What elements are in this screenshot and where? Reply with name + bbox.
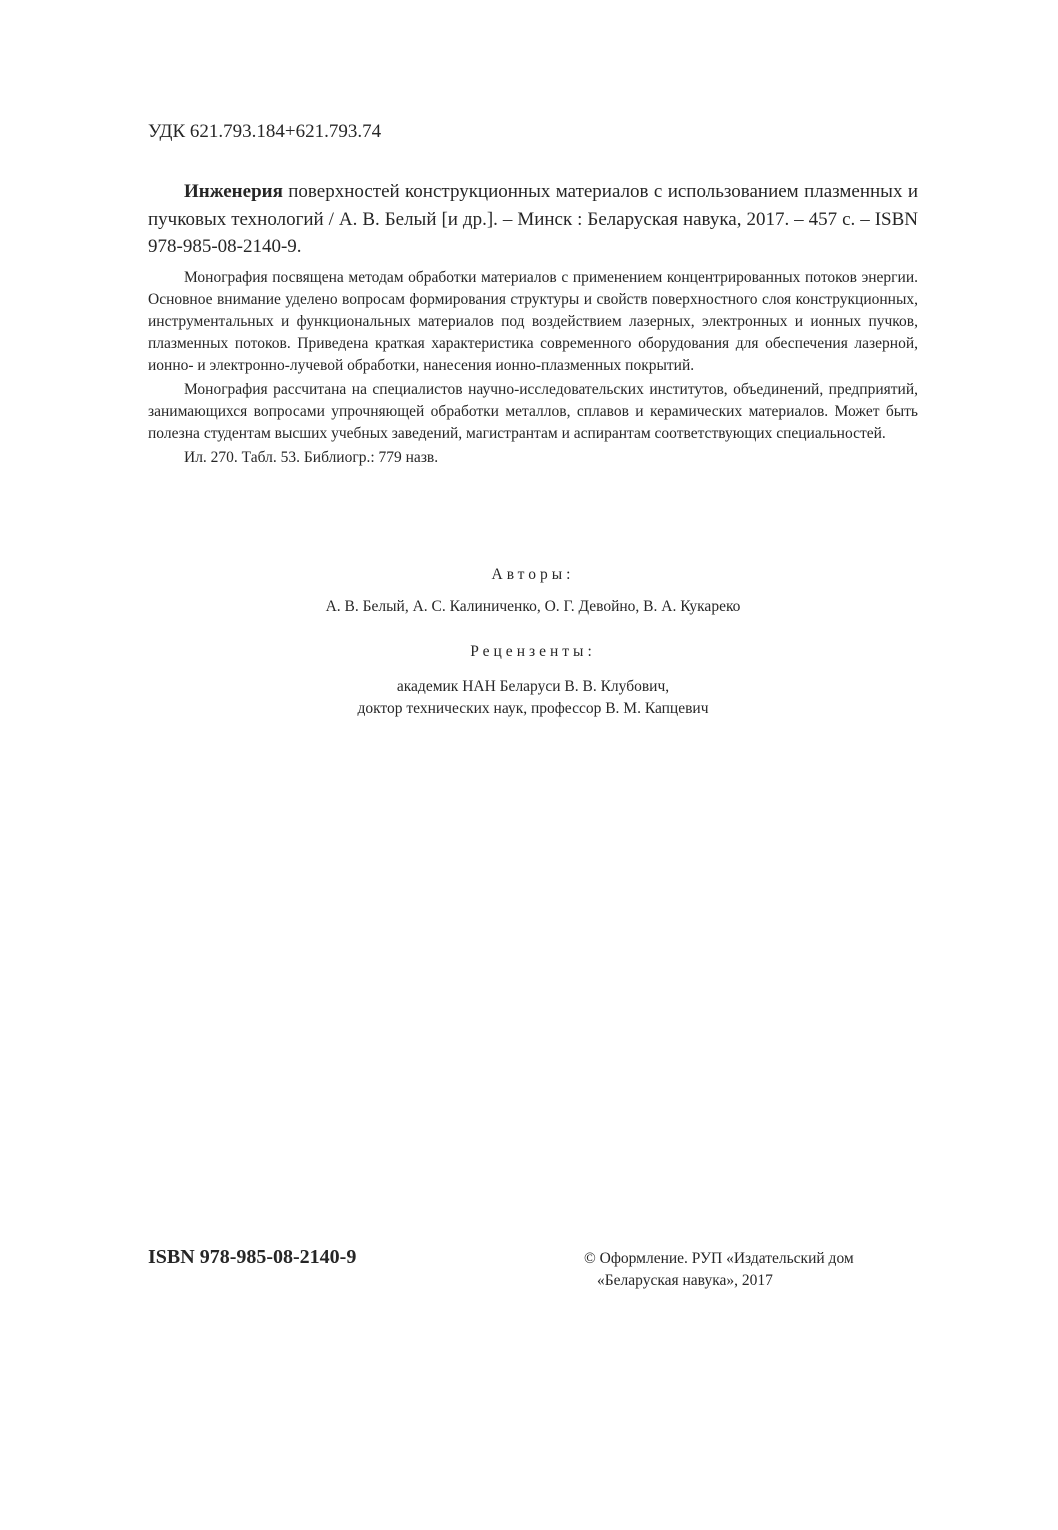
reviewers-list [148, 676, 918, 720]
copyright-line: © Оформление. РУП «Издательский дом [584, 1250, 854, 1267]
abstract-paragraph: Монография рассчитана на специалистов научно-исследовательских институтов, объединений, предприятий, занимающихся вопросами упрочняющей обработки металлов, сплавов и керамических материалов. Может быть полезна студентам высших учебных заведений, магистрантам и аспирантам соответствующих специальностей. [148, 381, 918, 442]
bibliographic-title-word: Инженерия [184, 181, 283, 202]
copyright-line: «Беларуская навука», 2017 [597, 1272, 773, 1289]
bibliographic-description: поверхностей конструкционных материалов с использованием плазменных и пучковых технологий / А. В. Белый [и др.]. – Минск : Беларуская навука, 2017. – 457 с. – ISBN 978-985-08-2140-9. [148, 181, 918, 257]
abstract-paragraph: Монография посвящена методам обработки материалов с применением концентрированных потоков энергии. Основное внимание уделено вопросам формирования структуры и свойств поверхностного слоя конструкционных, инструментальных и функциональных материалов под воздействием лазерных, электронных и ионных пучков, плазменных потоков. Приведена краткая характеристика современного оборудования для обеспечения лазерной, ионно- и электронно-лучевой обработки, нанесения ионно-плазменных покрытий. [148, 269, 918, 374]
udk-code: УДК 621.793.184+621.793.74 [148, 121, 382, 142]
isbn-number: ISBN 978-985-08-2140-9 [148, 1246, 357, 1268]
reviewer-line: доктор технических наук, профессор В. М. Капцевич [357, 700, 709, 717]
bibliographic-record [148, 178, 918, 261]
reviewers-heading: Рецензенты: [470, 643, 596, 660]
abstract [148, 267, 918, 469]
authors-list: А. В. Белый, А. С. Калиниченко, О. Г. Девойно, В. А. Кукареко [325, 598, 741, 615]
abstract-stats: Ил. 270. Табл. 53. Библиогр.: 779 назв. [184, 449, 439, 466]
reviewer-line: академик НАН Беларуси В. В. Клубович, [396, 678, 670, 695]
authors-heading: Авторы: [491, 566, 575, 583]
copyright-notice [584, 1248, 854, 1292]
